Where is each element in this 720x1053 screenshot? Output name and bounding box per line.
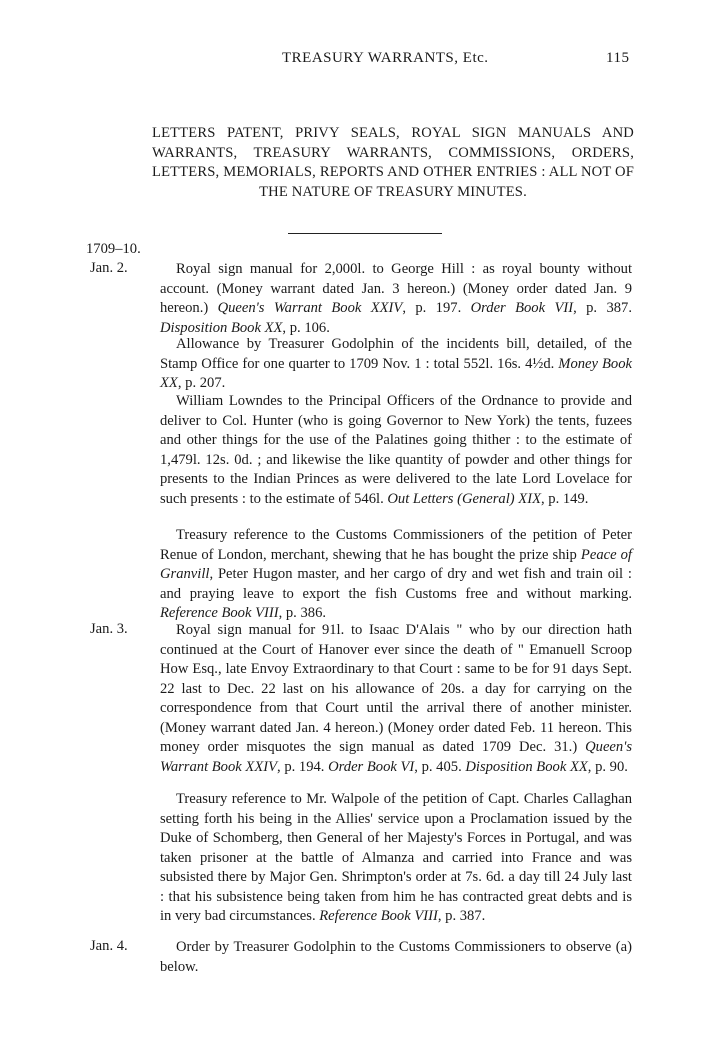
reference-warrant-book: Queen's Warrant Book XXIV	[160, 739, 632, 775]
date-jan-4: Jan. 4.	[90, 938, 128, 954]
reference-order-book: Order Book VII	[470, 300, 574, 316]
reference-disposition-book: Disposition Book XX	[160, 319, 283, 336]
reference-page: , p. 387.	[573, 300, 632, 316]
date-jan-3: Jan. 3.	[90, 621, 128, 637]
reference-page: , p. 90.	[587, 758, 628, 775]
reference-warrant-book: Queen's Warrant Book XXIV	[217, 300, 403, 316]
entry-royal-sign-manual-dalais	[160, 621, 632, 777]
entry-text: , Peter Hugon master, and her cargo of dry and wet fish and train oil : and praying leave to export the fish Customs free and without marking.	[160, 566, 632, 602]
reference-reference-book: Reference Book VIII	[319, 908, 438, 924]
reference-reference-book: Reference Book VIII	[160, 605, 279, 621]
reference-disposition-book: Disposition Book XX	[465, 758, 588, 775]
section-title: LETTERS PATENT, PRIVY SEALS, ROYAL SIGN MANUALS AND WARRANTS, TREASURY WARRANTS, COMMISSIONS, ORDERS, LETTERS, MEMORIALS, REPORTS AND OTHER ENTRIES : ALL NOT OF THE NATURE OF TREASURY MINUTES.	[152, 125, 634, 200]
year-label: 1709–10.	[86, 241, 141, 257]
entry-text: Royal sign manual for 91l. to Isaac D'Alais " who by our direction hath continued at the Court of Hanover ever since the death of " Emanuell Scroop How Esq., late Envoy Extraordinary to that Court : same to be for 91 days Sept. 22 last to Dec. 22 last on his allowance of 20s. a day for carrying on the correspondence from that Court until the arrival there of another minister. (Money warrant dated Jan. 4 hereon.) (Money order dated Feb. 11 hereon. This money order misquotes the sign manual as dated 1709 Dec. 31.)	[160, 622, 632, 755]
reference-page: , p. 197.	[402, 300, 471, 316]
reference-page: , p. 207.	[177, 375, 226, 391]
page-number: 115	[606, 50, 630, 66]
entry-royal-sign-manual-hill	[160, 260, 632, 338]
reference-page: , p. 386.	[278, 605, 327, 621]
entry-text: Treasury reference to the Customs Commissioners of the petition of Peter Renue of London, merchant, shewing that he has bought the prize ship	[160, 527, 632, 563]
reference-page: , p. 387.	[437, 908, 486, 924]
entry-text: Order by Treasurer Godolphin to the Customs Commissioners to observe (a) below.	[160, 939, 632, 975]
running-header	[0, 50, 720, 74]
reference-page: , p. 106.	[282, 319, 330, 336]
reference-page: , p. 149.	[540, 490, 589, 507]
divider-rule	[288, 233, 442, 234]
reference-order-book: Order Book VI	[328, 758, 415, 775]
running-title: TREASURY WARRANTS, Etc.	[282, 50, 489, 66]
entry-godolphin-customs-order	[160, 938, 632, 977]
entry-text: Allowance by Treasurer Godolphin of the incidents bill, detailed, of the Stamp Office for one quarter to 1709 Nov. 1 : total 552l. 16s. 4½d.	[160, 336, 632, 372]
reference-page: , p. 405.	[414, 758, 466, 775]
entry-customs-renue-petition	[160, 526, 632, 624]
date-jan-2: Jan. 2.	[90, 260, 128, 276]
reference-out-letters: Out Letters (General) XIX	[387, 490, 541, 507]
reference-page: , p. 194.	[277, 758, 329, 775]
entry-stamp-office-allowance	[160, 335, 632, 394]
entry-text: Royal sign manual for 2,000l. to George Hill : as royal bounty without account. (Money warrant dated Jan. 3 hereon.) (Money order dated Jan. 9 hereon.)	[160, 261, 632, 316]
entry-walpole-callaghan-petition	[160, 790, 632, 927]
ship-name: Peace of Granvill	[160, 546, 632, 582]
entry-text: Treasury reference to Mr. Walpole of the petition of Capt. Charles Callaghan setting forth his being in the Allies' service upon a Proclamation issued by the Duke of Schomberg, then General of her Majesty's Forces in Portugal, and was taken prisoner at the battle of Almanza and carried into France and was subsisted there by Major Gen. Shrimpton's order at 7s. 6d. a day till 24 July last : that his subsistence being taken from him he has contracted great debts and is in very bad circumstances.	[160, 791, 632, 924]
entry-lowndes-ordnance	[160, 392, 632, 509]
reference-money-book: Money Book XX	[160, 355, 633, 391]
entry-text: William Lowndes to the Principal Officers of the Ordnance to provide and deliver to Col. Hunter (who is going Governor to New York) the tents, fuzees and other things for the use of the Palatines going thither : to the estimate of 1,479l. 12s. 0d. ; and likewise the like quantity of powder and other things for presents to the Indian Princes as were delivered to the late Lord Lovelace for such presents : to the estimate of 546l.	[160, 393, 632, 507]
